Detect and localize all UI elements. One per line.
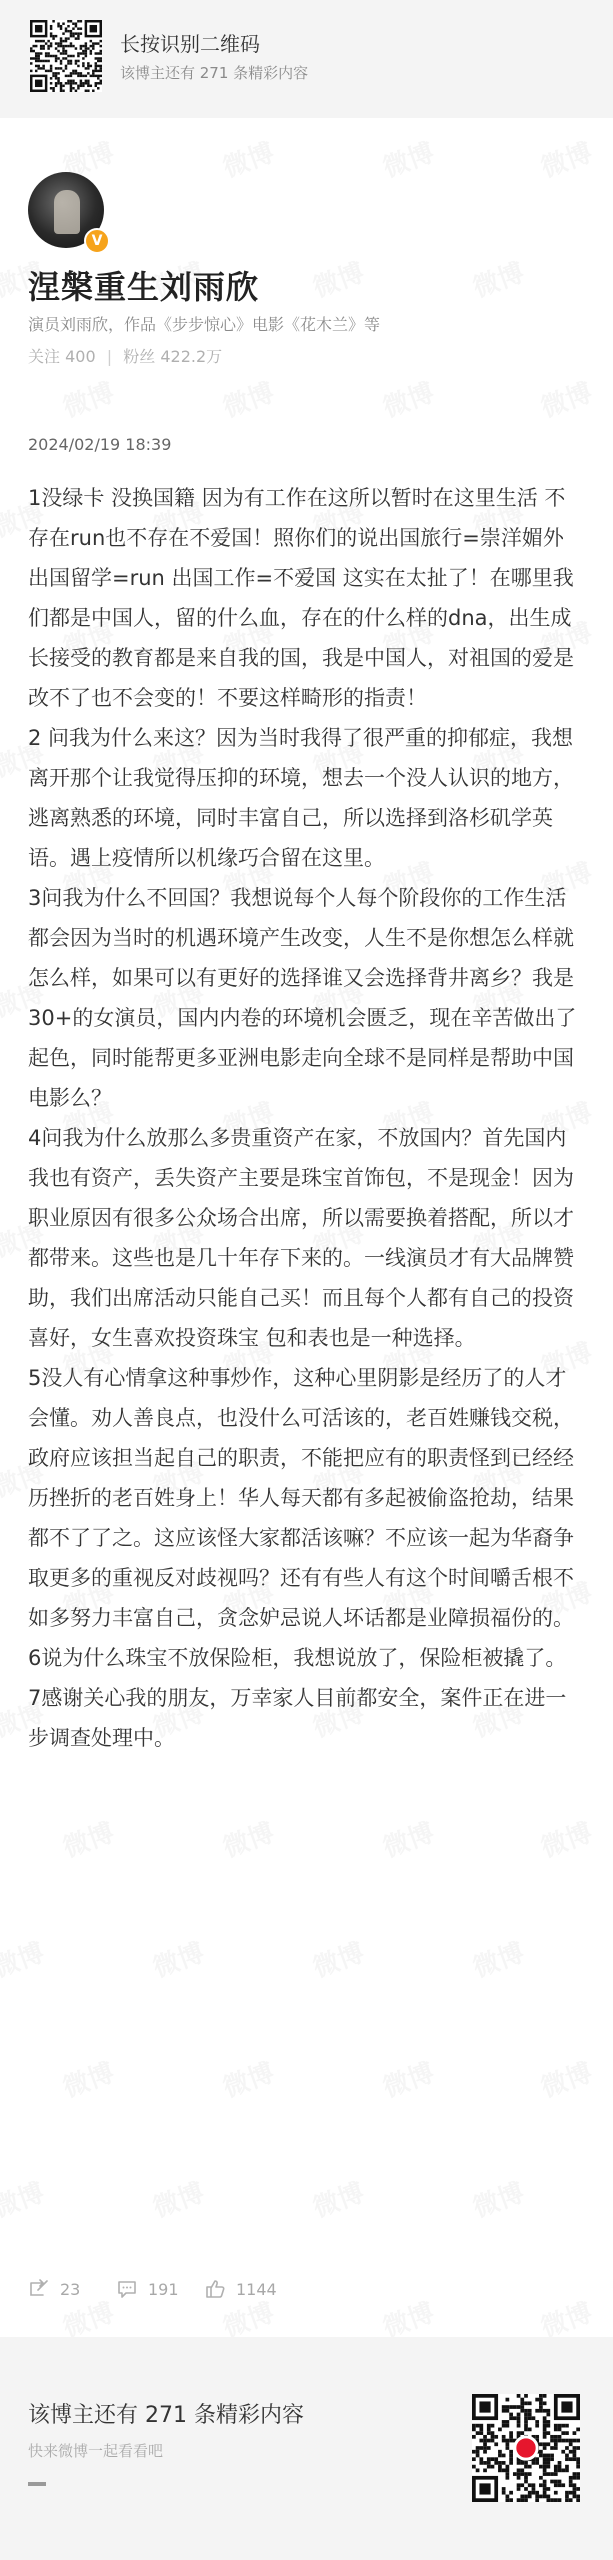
post-paragraph: 5没人有心情拿这种事炒作，这种心里阴影是经历了的人才会懂。劝人善良点，也没什么可活该的，老百姓赚钱交税，政府应该担当起自己的职责，不能把应有的职责怪到已经经历挫折的老百姓身上！华人每天都有多起被偷盗抢劫，结果都不了了之。这应该怪大家都活该嘛？不应该一起为华裔争取更多的重视反对歧视吗？还有有些人有这个时间嚼舌根不如多努力丰富自己，贪念妒忌说人坏话都是业障损福份的。 [28,1366,574,1630]
weibo-watermark [307,2172,369,2225]
profile-name[interactable]: 涅槃重生刘雨欣 [28,268,260,306]
repost-button[interactable] [28,2278,80,2300]
post-paragraph: 4问我为什么放那么多贵重资产在家，不放国内？首先国内我也有资产，丢失资产主要是珠宝首饰包，不是现金！因为职业原因有很多公众场合出席，所以需要换着搭配，所以才都带来。这些也是几十年存下来的。一线演员才有大品牌赞助，我们出席活动只能自己买！而且每个人都有自己的投资喜好，女生喜欢投资珠宝 包和表也是一种选择。 [28,1126,574,1350]
post-paragraph: 1没绿卡 没换国籍 因为有工作在这所以暂时在这里生活 不存在run也不存在不爱国！照你们的说出国旅行=崇洋媚外 出国留学=run 出国工作=不爱国 这实在太扯了！在哪里我们都是中国人，留的什么血，存在的什么样的dna，出生成长接受的教育都是来自我的国，我是中国人，对祖国的爱是改不了也不会变的！不要这样畸形的指责！ [28,486,574,710]
weibo-watermark [377,372,439,425]
follow-count[interactable]: 400 [65,347,96,366]
weibo-watermark [377,2052,439,2105]
repost-count: 23 [60,2279,81,2299]
like-button[interactable] [204,2278,277,2300]
weibo-watermark [217,1812,279,1865]
weibo-watermark [307,252,369,305]
profile-bio: 演员刘雨欣，作品《步步惊心》电影《花木兰》等 [28,315,381,334]
weibo-watermark [467,252,529,305]
weibo-watermark [377,132,439,185]
bottom-banner-title: 该博主还有 271 条精彩内容 [28,2403,304,2428]
weibo-watermark [535,132,597,185]
profile-stats [28,344,222,367]
weibo-watermark [217,2052,279,2105]
post-content [28,478,586,1758]
fans-count[interactable]: 422.2万 [160,347,223,366]
post-actions [28,2278,568,2308]
fans-label: 粉丝 [123,347,156,366]
weibo-watermark [147,2172,209,2225]
like-count: 1144 [236,2279,277,2299]
follow-label: 关注 [28,347,61,366]
weibo-watermark [147,1932,209,1985]
comment-button[interactable] [116,2278,179,2300]
thumbs-up-icon [204,2278,226,2300]
post-paragraph: 2 问我为什么来这？因为当时我得了很严重的抑郁症，我想离开那个让我觉得压抑的环境，想去一个没人认识的地方，逃离熟悉的环境，同时丰富自己，所以选择到洛杉矶学英语。遇上疫情所以机缘巧合留在这里。 [28,726,574,870]
weibo-watermark [0,2172,48,2225]
top-banner-title: 长按识别二维码 [120,32,260,56]
weibo-watermark [535,2052,597,2105]
divider [28,2482,46,2486]
comment-icon [116,2278,138,2300]
post-date: 2024/02/19 18:39 [28,435,172,454]
weibo-watermark [467,1932,529,1985]
stats-divider: | [106,347,113,366]
verified-badge-icon: V [84,228,110,254]
repost-icon [28,2278,50,2300]
weibo-watermark [57,2052,119,2105]
comment-count: 191 [148,2279,179,2299]
post-paragraph: 3问我为什么不回国？我想说每个人每个阶段你的工作生活都会因为当时的机遇环境产生改变，人生不是你想怎么样就怎么样，如果可以有更好的选择谁又会选择背井离乡？我是 30+的女演员，国内内卷的环境机会匮乏，现在辛苦做出了起色，同时能帮更多亚洲电影走向全球不是同样是帮助中国电影么？ [28,886,577,1110]
weibo-watermark [307,1932,369,1985]
weibo-watermark [377,1812,439,1865]
weibo-watermark [467,2172,529,2225]
bottom-banner-subtitle: 快来微博一起看看吧 [28,2442,164,2460]
weibo-watermark [535,372,597,425]
weibo-watermark [0,1932,48,1985]
weibo-watermark [57,1812,119,1865]
qr-code-icon[interactable] [30,20,102,92]
top-banner-subtitle: 该博主还有 271 条精彩内容 [120,64,309,82]
post-paragraph: 6说为什么珠宝不放保险柜，我想说放了，保险柜被撬了。 [28,1646,567,1670]
qr-code-icon[interactable] [472,2394,580,2502]
weibo-watermark [217,372,279,425]
weibo-watermark [57,372,119,425]
weibo-watermark [217,132,279,185]
weibo-watermark [535,1812,597,1865]
post-paragraph: 7感谢关心我的朋友，万幸家人目前都安全，案件正在进一步调查处理中。 [28,1686,567,1750]
